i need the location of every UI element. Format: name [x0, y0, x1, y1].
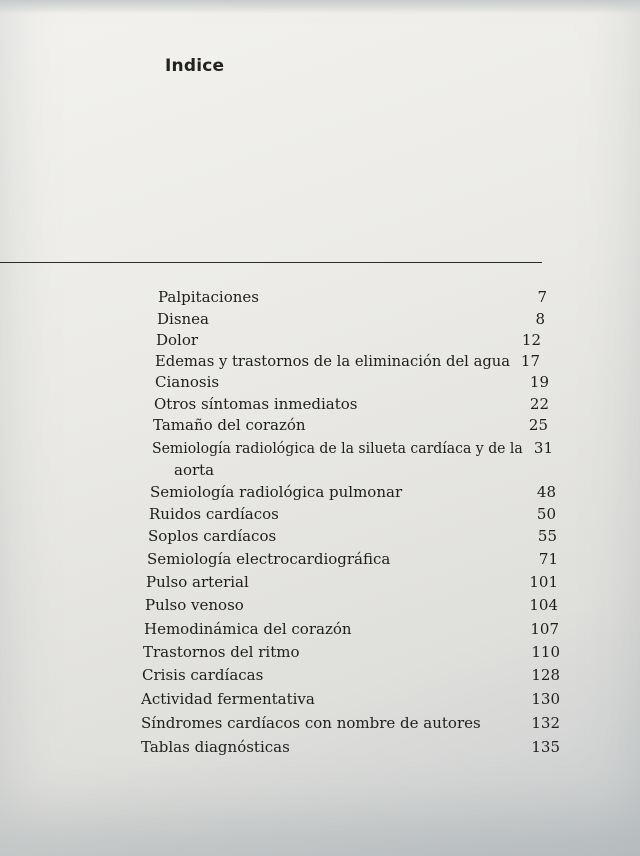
toc-entry-title: Semiología radiológica pulmonar: [150, 483, 403, 501]
toc-entry: [141, 712, 560, 734]
toc-entry: [150, 481, 556, 503]
toc-entry-page: 22: [529, 395, 549, 413]
toc-entry: [155, 350, 540, 372]
toc-entry-title: Pulso arterial: [146, 573, 249, 591]
toc-entry-page: 55: [537, 527, 557, 545]
toc-entry: [146, 571, 558, 593]
toc-entry-title: Tamaño del corazón: [153, 416, 306, 434]
toc-entry-title: Tablas diagnósticas: [141, 738, 290, 756]
toc-entry: [147, 548, 558, 570]
toc-entry-page: 25: [528, 416, 548, 434]
toc-entry: [149, 503, 556, 525]
toc-entry: [153, 414, 548, 436]
toc-entry: [155, 371, 549, 393]
toc-entry-title: Semiología electrocardiográfica: [147, 550, 391, 568]
toc-entry-page: 128: [531, 666, 560, 684]
toc-entry-title: Otros síntomas inmediatos: [154, 395, 358, 413]
toc-entry-title: Cianosis: [155, 373, 220, 391]
toc-entry-page: 107: [530, 620, 559, 638]
toc-entry-page: 8: [535, 310, 545, 328]
toc-entry-page: 135: [531, 738, 560, 756]
toc-entry: [152, 437, 553, 479]
toc-entry-title: Trastornos del ritmo: [143, 643, 300, 661]
toc-entry-page: 110: [531, 643, 560, 661]
toc-entry: [141, 688, 560, 710]
toc-entry-title: Pulso venoso: [145, 596, 244, 614]
toc-entry-title: Ruidos cardíacos: [149, 505, 279, 523]
toc-entry: [141, 736, 560, 758]
index-heading: Indice: [165, 56, 225, 76]
toc-entry: [142, 664, 560, 686]
toc-entry-page: 48: [536, 483, 556, 501]
toc-entry-page: 31: [533, 439, 553, 457]
toc-entry-title: Actividad fermentativa: [141, 690, 315, 708]
toc-entry: [158, 286, 547, 308]
toc-entry-page: 50: [536, 505, 556, 523]
toc-entry-page: 7: [537, 288, 547, 306]
toc-entry-page: 71: [538, 550, 558, 568]
toc-entry-title: Disnea: [157, 310, 210, 328]
toc-entry-page: 130: [531, 690, 560, 708]
toc-entry-title: Semiología radiológica de la silueta cardíaca y de la: [152, 439, 523, 457]
toc-entry-title: Soplos cardíacos: [148, 527, 277, 545]
toc-entry-title: Edemas y trastornos de la eliminación del agua: [155, 352, 511, 370]
toc-entry-title: Dolor: [156, 331, 199, 349]
toc-entry-title-continuation: aorta: [174, 461, 215, 479]
toc-entry: [157, 308, 545, 330]
toc-entry: [154, 393, 549, 415]
toc-entry-title: Palpitaciones: [158, 288, 259, 306]
toc-entry-page: 19: [529, 373, 549, 391]
toc-entry-page: 132: [531, 714, 560, 732]
toc-entry-page: 17: [520, 352, 540, 370]
toc-entry: [148, 525, 557, 547]
toc-entry: [145, 594, 558, 616]
toc-entry-page: 104: [529, 596, 558, 614]
toc-entry: [156, 329, 541, 351]
toc-entry: [144, 618, 559, 640]
toc-entry: [143, 641, 560, 663]
toc-entry-title: Hemodinámica del corazón: [144, 620, 352, 638]
toc-entry-page: 101: [529, 573, 558, 591]
toc-entry-title: Síndromes cardíacos con nombre de autores: [141, 714, 481, 732]
toc-entry-title: Crisis cardíacas: [142, 666, 264, 684]
toc-entry-page: 12: [521, 331, 541, 349]
